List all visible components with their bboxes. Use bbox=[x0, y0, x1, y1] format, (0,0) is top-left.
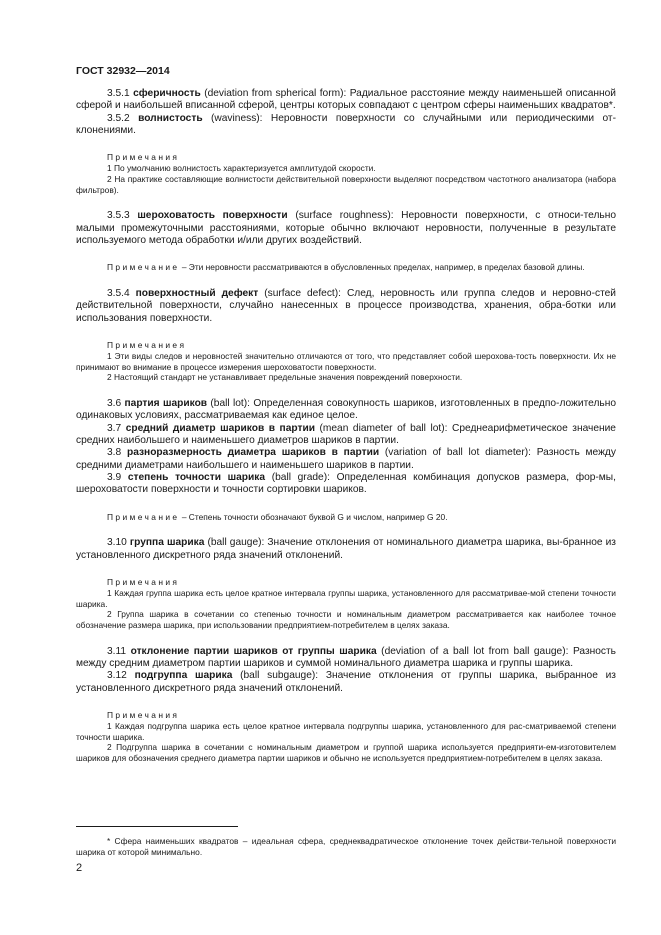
term-number: 3.9 bbox=[107, 471, 122, 483]
term-definition: (surface defect): След, неровность или группа следов и неровно-стей действительной поверхности, случайно нанесенных в процессе производства, хранения, обра-ботки или использования поверхности. bbox=[76, 288, 616, 324]
term-definition: (waviness): Неровности поверхности со случайными или периодическими от-клонениями. bbox=[76, 112, 616, 136]
note-single bbox=[76, 262, 616, 273]
note-heading: Примечания bbox=[107, 576, 180, 587]
footnote-divider bbox=[76, 826, 238, 827]
note-heading: Примечание bbox=[107, 511, 180, 522]
term-name: волнистость bbox=[138, 112, 203, 124]
term-number: 3.10 bbox=[107, 537, 127, 549]
term-definition: (mean diameter of ball lot): Среднеарифметическое значение средних наибольшего и наименьшего диаметров шариков в партии. bbox=[76, 422, 616, 447]
term-3-5-3 bbox=[76, 210, 616, 247]
term-number: 3.5.2 bbox=[107, 112, 130, 124]
term-name: отклонение партии шариков от группы шарика bbox=[130, 645, 377, 657]
term-name: средний диаметр шариков в партии bbox=[125, 422, 315, 434]
term-3-11 bbox=[76, 646, 616, 671]
term-definition: (ball lot): Определенная совокупность шариков, изготовленных в предпо-ложительно одинаковых условиях, рассматриваемая как единое целое. bbox=[76, 398, 616, 422]
note-item: 2 Настоящий стандарт не устанавливает предельные значения повреждений поверхности. bbox=[107, 372, 463, 383]
term-name: партия шариков bbox=[124, 398, 208, 410]
note-text: – Степень точности обозначают буквой G и числом, например G 20. bbox=[181, 511, 448, 522]
term-name: шероховатость поверхности bbox=[137, 210, 288, 222]
note-item: 1 Каждая подгруппа шарика есть целое кратное интервала подгруппы шарика, установленного для рас-сматриваемой степени точности шарика. bbox=[76, 720, 616, 742]
term-number: 3.5.1 bbox=[107, 88, 130, 99]
term-3-10 bbox=[76, 537, 616, 562]
document-header: ГОСТ 32932—2014 bbox=[76, 65, 170, 77]
term-definition: (surface roughness): Неровности поверхности, с относи-тельно малыми промежуточными расстояниями, которые обычно включают неровности, полученные в результате используемого метода обработки и/или других воздействий. bbox=[76, 210, 617, 246]
term-3-5-1 bbox=[76, 88, 616, 113]
term-name: подгруппа шарика bbox=[134, 670, 233, 682]
note-item: 2 Группа шарика в сочетании со степенью точности и номинальным диаметром рассматривается как наиболее точное обозначение размера шарика, при использовании предприятием-потребителем в целях заказа. bbox=[76, 609, 616, 631]
term-number: 3.6 bbox=[107, 398, 122, 410]
note-item: 1 Каждая группа шарика есть целое кратное интервала группы шарика, установленного для рассматривае-мой степени точности шарика. bbox=[76, 587, 616, 609]
note-heading: Примечания bbox=[107, 710, 180, 721]
page-body bbox=[76, 88, 616, 764]
note-heading: Примечание bbox=[107, 262, 180, 273]
term-definition: (deviation of a ball lot from ball gauge): Разность между средним диаметром партии шариков и суммой номинального диаметра шарика и группы шарика. bbox=[76, 645, 616, 670]
term-3-9 bbox=[76, 472, 616, 497]
term-3-8 bbox=[76, 447, 616, 472]
term-number: 3.5.4 bbox=[107, 288, 130, 300]
term-definition: (ball gauge): Значение отклонения от номинального диаметра шарика, вы-бранное из установленного дискретного ряда значений отклонений. bbox=[76, 537, 616, 561]
note-item: 1 По умолчанию волнистость характеризуется амплитудой скорости. bbox=[107, 162, 376, 173]
term-3-5-4 bbox=[76, 288, 616, 325]
term-number: 3.7 bbox=[107, 422, 122, 434]
term-definition: (ball subgauge): Значение отклонения от группы шарика, выбранное из установленного дискретного ряда значений отклонений. bbox=[76, 670, 616, 694]
note-single bbox=[76, 512, 616, 523]
term-name: степень точности шарика bbox=[127, 471, 266, 483]
term-definition: (ball grade): Определенная комбинация допусков размера, фор-мы, шероховатости поверхности и точности сортировки шариков. bbox=[76, 471, 616, 496]
term-3-7 bbox=[76, 423, 616, 448]
note-text: – Эти неровности рассматриваются в обусловленных пределах, например, в пределах базовой длины. bbox=[181, 262, 585, 273]
page-number: 2 bbox=[76, 862, 83, 874]
term-number: 3.11 bbox=[107, 645, 127, 657]
term-name: поверхностный дефект bbox=[135, 288, 259, 300]
term-definition: (variation of ball lot diameter): Разность между средними диаметрами наибольшего и наименьшего шариков в партии. bbox=[76, 447, 616, 471]
note-heading: Примечания bbox=[107, 152, 180, 163]
note-heading: Примечаниея bbox=[107, 339, 187, 350]
term-name: разноразмерность диаметра шариков в партии bbox=[126, 447, 380, 459]
term-number: 3.8 bbox=[107, 447, 122, 459]
note-item: 2 На практике составляющие волнистости действительной поверхности выделяют посредством частотного анализатора (набора фильтров). bbox=[76, 173, 616, 195]
term-3-12 bbox=[76, 670, 616, 695]
note-item: 2 Подгруппа шарика в сочетании с номинальным диаметром и группой шарика используется предприяти-ем-изготовителем шариков для обозначения среднего диаметра партии шариков и обычно не используется предприятием-потребителем в целях заказа. bbox=[76, 742, 616, 764]
footnote: * Сфера наименьших квадратов – идеальная сфера, среднеквадратическое отклонение точек действи-тельной поверхности шарика от которой минимально. bbox=[76, 836, 616, 857]
term-name: группа шарика bbox=[129, 537, 205, 549]
term-number: 3.12 bbox=[107, 670, 127, 682]
term-number: 3.5.3 bbox=[107, 210, 130, 222]
term-definition: (deviation from spherical form): Радиальное расстояние между наименьшей описанной сферой и наибольшей вписанной сферой, центры которых совпадают с центром сферы наименьших квадратов*. bbox=[76, 88, 616, 112]
note-item: 1 Эти виды следов и неровностей значительно отличаются от того, что представляет собой шерохова-тость поверхности. Их не принимают во внимание в процессе измерения шероховатости поверхности. bbox=[76, 350, 616, 372]
term-3-5-2 bbox=[76, 113, 616, 138]
term-3-6 bbox=[76, 398, 616, 423]
term-name: сферичность bbox=[133, 88, 201, 99]
